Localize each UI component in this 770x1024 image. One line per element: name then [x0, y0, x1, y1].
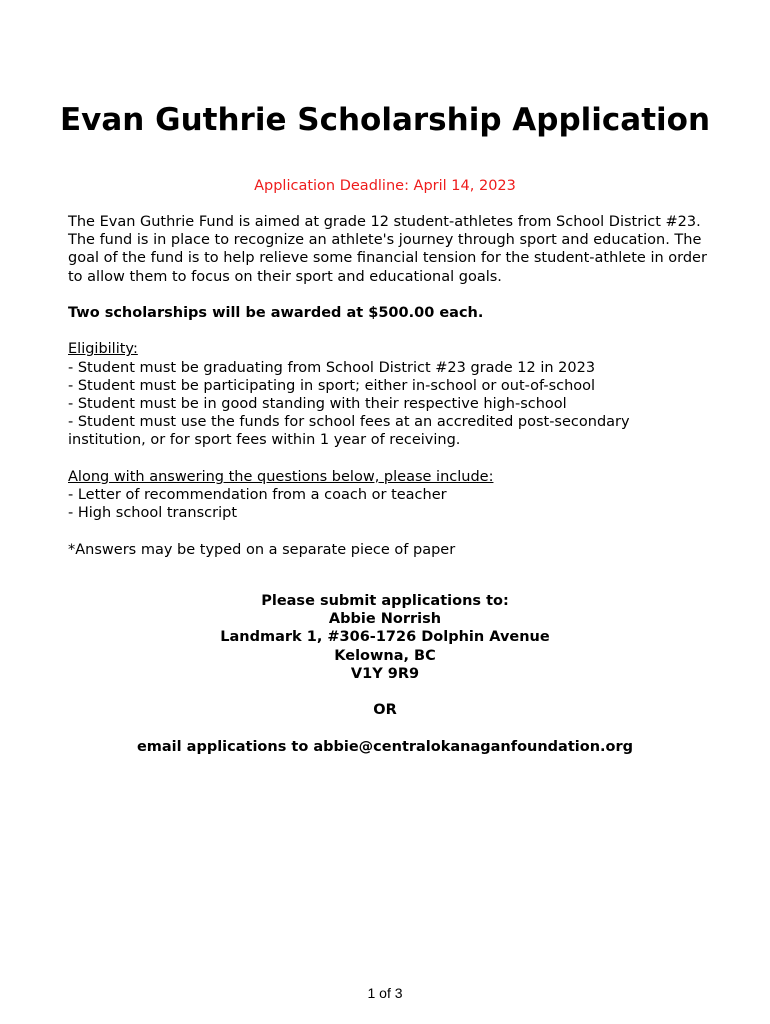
submit-heading: Please submit applications to:	[261, 593, 509, 609]
eligibility-item: - Student must be in good standing with their respective high-school	[68, 396, 567, 412]
include-item: - High school transcript	[68, 505, 238, 522]
document-body	[68, 213, 708, 559]
answers-note: *Answers may be typed on a separate piece of paper	[68, 541, 456, 558]
spacer	[68, 286, 708, 304]
spacer	[68, 522, 708, 540]
eligibility-item: - Student must be graduating from School District #23 grade 12 in 2023	[68, 359, 596, 376]
page-number: 1 of 3	[367, 985, 403, 1001]
spacer	[0, 719, 770, 737]
document-title	[0, 102, 770, 139]
submit-city: Kelowna, BC	[334, 647, 436, 664]
spacer	[0, 683, 770, 701]
intro-paragraph: The Evan Guthrie Fund is aimed at grade 12 student-athletes from School District #23. The fund is in place to recognize an athlete's journey through sport and education. The goal of the fund is to help relieve some financial tension for the student-athlete in order to allow them to focus on their sport and educational goals.	[68, 214, 707, 285]
include-item: - Letter of recommendation from a coach or teacher	[68, 487, 447, 503]
submit-postal: V1Y 9R9	[350, 665, 420, 682]
document-title-text: Evan Guthrie Scholarship Application	[59, 102, 711, 138]
application-deadline: Application Deadline: April 14, 2023	[254, 178, 516, 194]
eligibility-item: - Student must use the funds for school fees at an accredited post-secondary institution, or for sport fees within 1 year of receiving.	[68, 414, 630, 449]
submit-email-line: email applications to abbie@centralokanaganfoundation.org	[136, 738, 634, 755]
submission-info	[0, 592, 770, 756]
include-heading: Along with answering the questions below, please include:	[68, 468, 494, 485]
eligibility-item: - Student must be participating in sport; either in-school or out-of-school	[68, 377, 596, 394]
submit-name: Abbie Norrish	[328, 611, 442, 628]
spacer	[68, 322, 708, 340]
awards-statement: Two scholarships will be awarded at $500.00 each.	[68, 305, 484, 321]
submit-address: Landmark 1, #306-1726 Dolphin Avenue	[220, 629, 550, 646]
eligibility-heading: Eligibility:	[68, 341, 138, 358]
submit-or: OR	[373, 702, 397, 719]
spacer	[68, 450, 708, 468]
